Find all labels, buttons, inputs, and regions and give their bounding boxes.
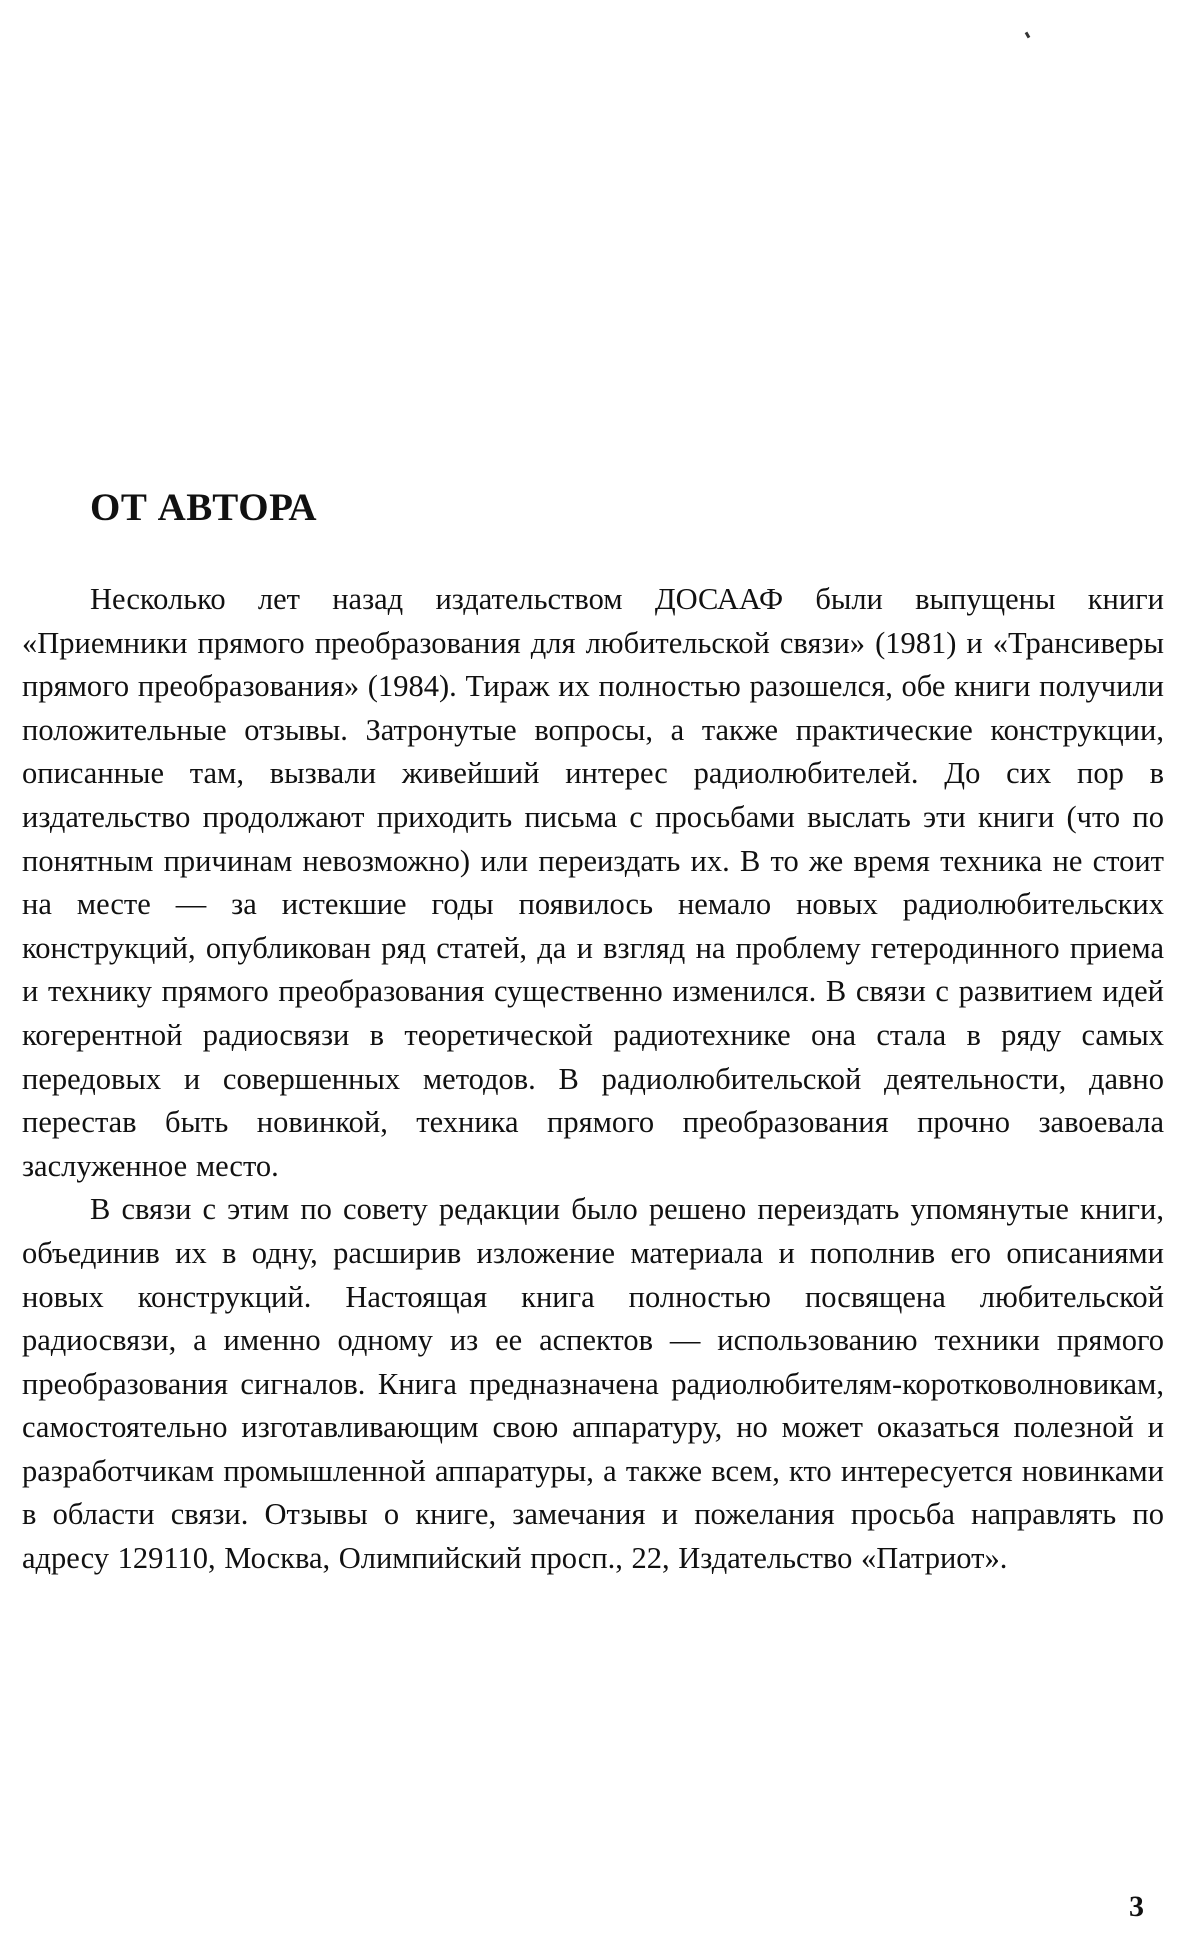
page-number: 3 [1129, 1890, 1144, 1923]
body-text [22, 578, 1164, 1581]
paragraph-1: Несколько лет назад издательством ДОСААФ были выпущены книги «Приемники прямого преобразования для любительской связи» (1981) и «Трансиверы прямого преобразования» (1984). Тираж их полностью разошелся, обе книги получили положительные отзывы. Затронутые вопросы, а также практические конструкции, описанные там, вызвали живейший интерес радиолюбителей. До сих пор в издательство продолжают приходить письма с просьбами выслать эти книги (что по понятным причинам невозможно) или переиздать их. В то же время техника не стоит на месте — за истекшие годы появилось немало новых радиолюбительских конструкций, опубликован ряд статей, да и взгляд на проблему гетеродинного приема и технику прямого преобразования существенно изменился. В связи с развитием идей когерентной радиосвязи в теоретической радиотехнике она стала в ряду самых передовых и совершенных методов. В радиолюбительской деятельности, давно перестав быть новинкой, техника прямого преобразования прочно завоевала заслуженное место. [22, 582, 1164, 1183]
book-page [22, 0, 1164, 1943]
print-speck [1025, 32, 1031, 39]
page-heading: ОТ АВТОРА [90, 486, 318, 529]
paragraph-2: В связи с этим по совету редакции было решено переиздать упомянутые книги, объединив их в одну, расширив изложение материала и пополнив его описаниями новых конструкций. Настоящая книга полностью посвящена любительской радиосвязи, а именно одному из ее аспектов — использованию техники прямого преобразования сигналов. Книга предназначена радиолюбителям-коротковолновикам, самостоятельно изготавливающим свою аппаратуру, но может оказаться полезной и разработчикам промышленной аппаратуры, а также всем, кто интересуется новинками в области связи. Отзывы о книге, замечания и пожелания просьба направлять по адресу 129110, Москва, Олимпийский просп., 22, Издательство «Патриот». [22, 1192, 1164, 1576]
